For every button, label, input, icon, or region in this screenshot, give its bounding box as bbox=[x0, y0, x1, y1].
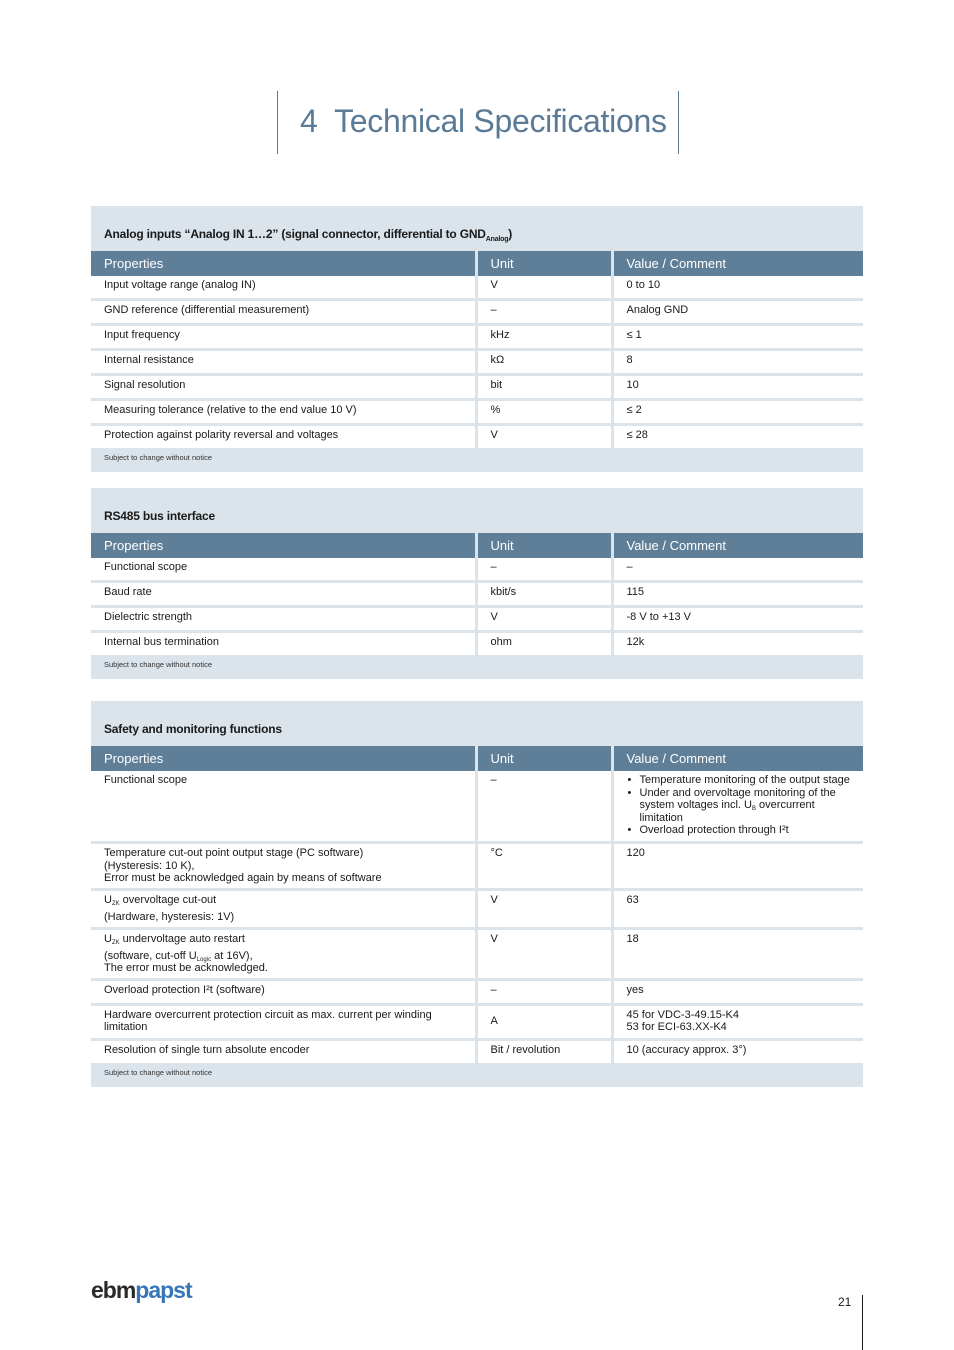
section-heading: RS485 bus interface bbox=[104, 509, 215, 523]
table-row bbox=[91, 582, 863, 607]
cell-value: 10 (accuracy approx. 3°) bbox=[612, 1039, 863, 1063]
table-row bbox=[91, 632, 863, 656]
cell-value: Analog GND bbox=[612, 300, 863, 325]
list-item: • Under and overvoltage monitoring of the system voltages incl. $U_B$ overcurrent limitation bbox=[627, 787, 858, 825]
cell-property: Signal resolution bbox=[91, 375, 476, 400]
rs485-section bbox=[91, 488, 863, 679]
table-row bbox=[91, 890, 863, 929]
table-row bbox=[91, 979, 863, 1004]
cell-value: 120 bbox=[612, 843, 863, 890]
table-row bbox=[91, 325, 863, 350]
cell-unit: V bbox=[476, 425, 612, 449]
cell-property: Functional scope bbox=[91, 558, 476, 582]
cell-property: Internal resistance bbox=[91, 350, 476, 375]
cell-unit: – bbox=[476, 300, 612, 325]
cell-property: $U_{ZK}$ overvoltage cut-out (Hardware, hysteresis: 1V) bbox=[91, 890, 476, 929]
header-value: Value / Comment bbox=[612, 746, 863, 771]
list-item: • Overload protection through I²t bbox=[627, 824, 858, 837]
cell-property: GND reference (differential measurement) bbox=[91, 300, 476, 325]
chapter-title bbox=[300, 103, 667, 140]
cell-property: Protection against polarity reversal and voltages bbox=[91, 425, 476, 449]
table-row bbox=[91, 276, 863, 300]
cell-value: – bbox=[612, 558, 863, 582]
header-properties: Properties bbox=[91, 533, 476, 558]
cell-property: Dielectric strength bbox=[91, 607, 476, 632]
cell-unit: V bbox=[476, 276, 612, 300]
footnote: Subject to change without notice bbox=[104, 1067, 212, 1077]
chapter-number: 4 bbox=[300, 103, 318, 139]
cell-unit: kbit/s bbox=[476, 582, 612, 607]
cell-value: 45 for VDC-3-49.15-K4 53 for ECI-63.XX-K4 bbox=[612, 1004, 863, 1039]
cell-unit: V bbox=[476, 607, 612, 632]
cell-unit: kHz bbox=[476, 325, 612, 350]
cell-property: Baud rate bbox=[91, 582, 476, 607]
cell-value: -8 V to +13 V bbox=[612, 607, 863, 632]
cell-property: Input voltage range (analog IN) bbox=[91, 276, 476, 300]
table-row bbox=[91, 350, 863, 375]
cell-value bbox=[612, 771, 863, 843]
cell-property: Temperature cut-out point output stage (PC software) (Hysteresis: 10 K), Error must be acknowledged again by means of software bbox=[91, 843, 476, 890]
table-row bbox=[91, 771, 863, 843]
footnote: Subject to change without notice bbox=[104, 660, 212, 669]
cell-value: ≤ 2 bbox=[612, 400, 863, 425]
header-unit: Unit bbox=[476, 533, 612, 558]
table-header-row bbox=[91, 533, 863, 558]
table-row bbox=[91, 425, 863, 449]
cell-property: Hardware overcurrent protection circuit as max. current per winding limitation bbox=[91, 1004, 476, 1039]
cell-property: Overload protection I²t (software) bbox=[91, 979, 476, 1004]
safety-monitoring-table bbox=[91, 746, 863, 1063]
cell-unit: – bbox=[476, 558, 612, 582]
cell-unit: °C bbox=[476, 843, 612, 890]
cell-property: Functional scope bbox=[91, 771, 476, 843]
safety-monitoring-section bbox=[91, 701, 863, 1087]
page-number: 21 bbox=[838, 1295, 852, 1309]
table-header-row bbox=[91, 746, 863, 771]
cell-unit: Bit / revolution bbox=[476, 1039, 612, 1063]
section-heading: Analog inputs “Analog IN 1…2” (signal connector, differential to $GND_{Analog}$) bbox=[104, 227, 513, 243]
cell-property: Resolution of single turn absolute encoder bbox=[91, 1039, 476, 1063]
cell-value: 12k bbox=[612, 632, 863, 656]
cell-value: 8 bbox=[612, 350, 863, 375]
cell-unit: – bbox=[476, 771, 612, 843]
table-row bbox=[91, 929, 863, 980]
page-rule bbox=[862, 1295, 863, 1350]
cell-value: yes bbox=[612, 979, 863, 1004]
cell-value: 0 to 10 bbox=[612, 276, 863, 300]
table-header-row bbox=[91, 251, 863, 276]
cell-value: 63 bbox=[612, 890, 863, 929]
list-item: • Temperature monitoring of the output stage bbox=[627, 774, 858, 787]
bullet-list bbox=[627, 774, 858, 837]
cell-unit: % bbox=[476, 400, 612, 425]
cell-unit: ohm bbox=[476, 632, 612, 656]
table-row bbox=[91, 300, 863, 325]
footnote: Subject to change without notice bbox=[104, 453, 212, 462]
chapter-title-text: Technical Specifications bbox=[334, 103, 667, 139]
table-row bbox=[91, 843, 863, 890]
header-value: Value / Comment bbox=[612, 251, 863, 276]
cell-unit: kΩ bbox=[476, 350, 612, 375]
header-properties: Properties bbox=[91, 251, 476, 276]
cell-property: Input frequency bbox=[91, 325, 476, 350]
cell-value: 115 bbox=[612, 582, 863, 607]
header-value: Value / Comment bbox=[612, 533, 863, 558]
section-heading: Safety and monitoring functions bbox=[104, 722, 282, 736]
analog-inputs-table bbox=[91, 251, 863, 448]
table-row bbox=[91, 400, 863, 425]
cell-unit: V bbox=[476, 890, 612, 929]
cell-property: Internal bus termination bbox=[91, 632, 476, 656]
cell-property: $U_{ZK}$ undervoltage auto restart (software, cut-off $U_{Logic}$ at 16V), The error must be acknowledged. bbox=[91, 929, 476, 980]
table-row bbox=[91, 607, 863, 632]
cell-unit: bit bbox=[476, 375, 612, 400]
cell-value: ≤ 28 bbox=[612, 425, 863, 449]
cell-value: 18 bbox=[612, 929, 863, 980]
cell-value: ≤ 1 bbox=[612, 325, 863, 350]
cell-value: 10 bbox=[612, 375, 863, 400]
header-properties: Properties bbox=[91, 746, 476, 771]
header-unit: Unit bbox=[476, 251, 612, 276]
cell-property: Measuring tolerance (relative to the end value 10 V) bbox=[91, 400, 476, 425]
rs485-table bbox=[91, 533, 863, 655]
table-row bbox=[91, 558, 863, 582]
analog-inputs-section bbox=[91, 206, 863, 472]
cell-unit: – bbox=[476, 979, 612, 1004]
cell-unit: V bbox=[476, 929, 612, 980]
table-row bbox=[91, 1039, 863, 1063]
ebmpapst-logo: ebmpapst bbox=[91, 1277, 192, 1303]
header-unit: Unit bbox=[476, 746, 612, 771]
chapter-title-frame bbox=[277, 91, 679, 154]
table-row bbox=[91, 1004, 863, 1039]
table-row bbox=[91, 375, 863, 400]
cell-unit: A bbox=[476, 1004, 612, 1039]
